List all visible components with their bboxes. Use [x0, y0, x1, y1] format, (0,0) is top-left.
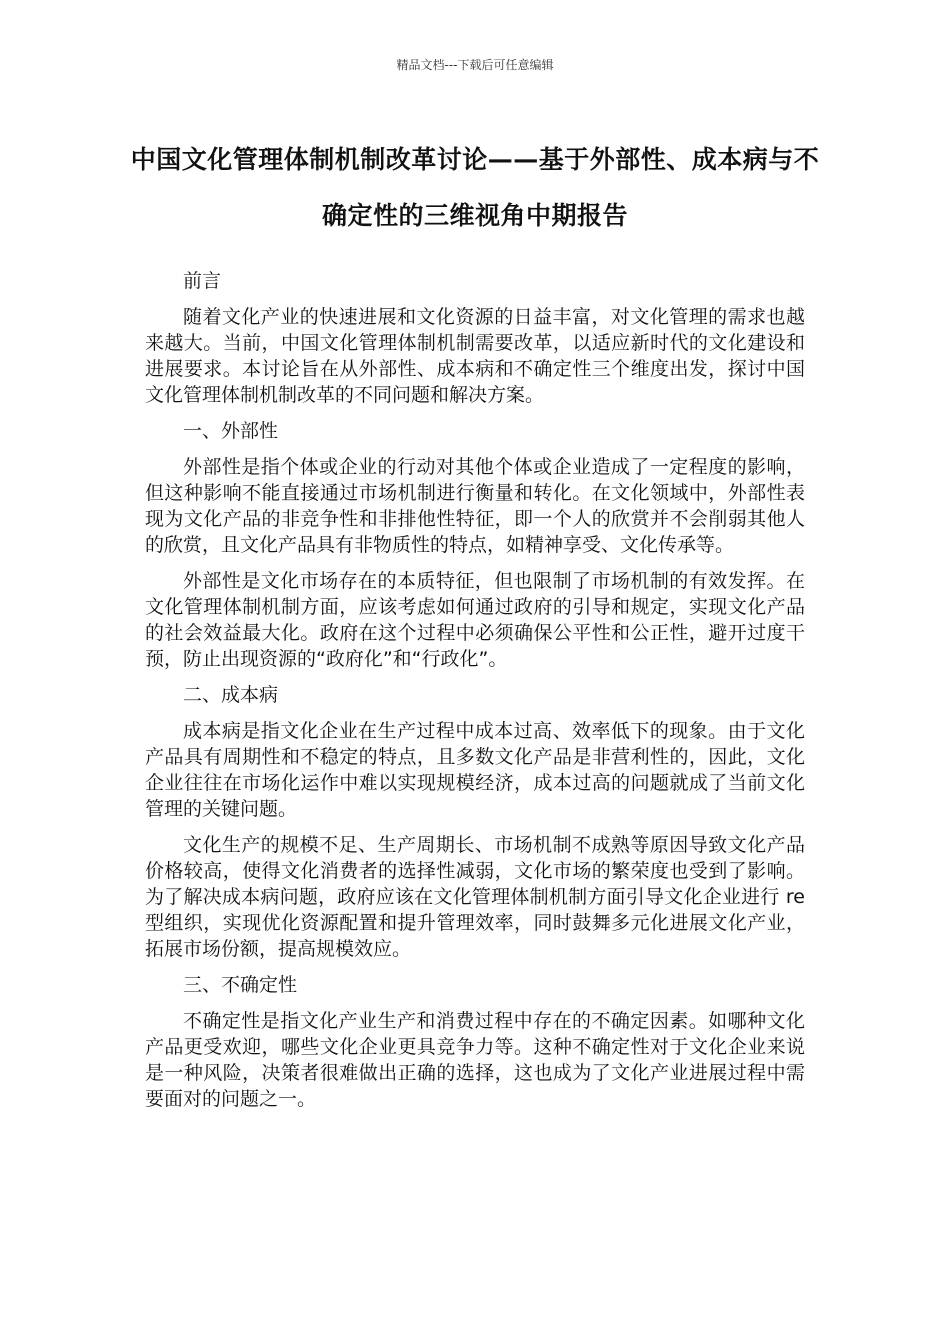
document-body	[145, 268, 805, 1122]
uncertainty-paragraph-1: 不确定性是指文化产业生产和消费过程中存在的不确定因素。如哪种文化产品更受欢迎，哪些文化企业更具竞争力等。这种不确定性对于文化企业来说是一种风险，决策者很难做出正确的选择，这也成为了文化产业进展过程中需要面对的问题之一。	[145, 1010, 805, 1110]
header-note: 精品文档---下载后可任意编辑	[396, 58, 554, 72]
section-heading-uncertainty: 三、不确定性	[183, 974, 298, 996]
cost-disease-paragraph-1: 成本病是指文化企业在生产过程中成本过高、效率低下的现象。由于文化产品具有周期性和不稳定的特点，且多数文化产品是非营利性的，因此，文化企业往往在市场化运作中难以实现规模经济，成本过高的问题就成了当前文化管理的关键问题。	[145, 720, 805, 820]
externality-paragraph-1: 外部性是指个体或企业的行动对其他个体或企业造成了一定程度的影响，但这种影响不能直接通过市场机制进行衡量和转化。在文化领域中，外部性表现为文化产品的非竞争性和非排他性特征，即一个人的欣赏并不会削弱其他人的欣赏，且文化产品具有非物质性的特点，如精神享受、文化传承等。	[145, 456, 805, 556]
externality-paragraph-2: 外部性是文化市场存在的本质特征，但也限制了市场机制的有效发挥。在文化管理体制机制方面，应该考虑如何通过政府的引导和规定，实现文化产品的社会效益最大化。政府在这个过程中必须确保公平性和公正性，避开过度干预，防止出现资源的“政府化”和“行政化”。	[145, 570, 805, 670]
section-heading-cost-disease: 二、成本病	[183, 684, 279, 706]
section-heading-externality: 一、外部性	[183, 420, 279, 442]
cost-disease-paragraph-2: 文化生产的规模不足、生产周期长、市场机制不成熟等原因导致文化产品价格较高，使得文化消费者的选择性减弱，文化市场的繁荣度也受到了影响。为了解决成本病问题，政府应该在文化管理体制机制方面引导文化企业进行 re 型组织，实现优化资源配置和提升管理效率，同时鼓舞多元化进展文化产业，拓展市场份额，提高规模效应。	[145, 834, 805, 960]
preface-heading: 前言	[183, 270, 222, 292]
document-title: 中国文化管理体制机制改革讨论——基于外部性、成本病与不确定性的三维视角中期报告	[130, 145, 820, 230]
preface-paragraph: 随着文化产业的快速进展和文化资源的日益丰富，对文化管理的需求也越来越大。当前，中国文化管理体制机制需要改革，以适应新时代的文化建设和进展要求。本讨论旨在从外部性、成本病和不确定性三个维度出发，探讨中国文化管理体制机制改革的不同问题和解决方案。	[145, 306, 805, 406]
